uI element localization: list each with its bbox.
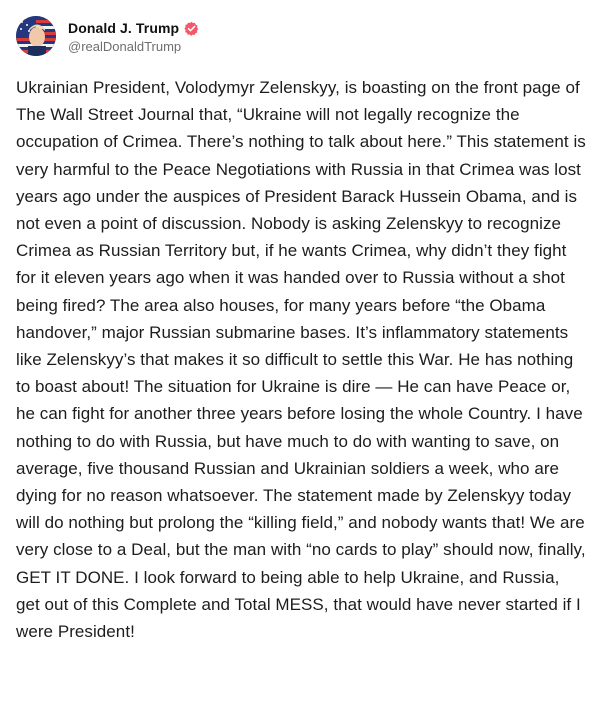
author-info [68,18,199,54]
author-handle[interactable]: @realDonaldTrump [68,39,182,54]
post-header [16,14,587,58]
post-body-text: Ukrainian President, Volodymyr Zelenskyy, is boasting on the front page of The Wall Street Journal that, “Ukraine will not legally recognize the occupation of Crimea. There’s nothing to talk about here.” This statement is very harmful to the Peace Negotiations with Russia in that Crimea was lost years ago under the auspices of President Barack Hussein Obama, and is not even a point of discussion. Nobody is asking Zelenskyy to recognize Crimea as Russian Territory but, if he wants Crimea, why didn’t they fight for it eleven years ago when it was handed over to Russia without a shot being fired? The area also houses, for many years before “the Obama handover,” major Russian submarine bases. It’s inflammatory statements like Zelenskyy’s that makes it so difficult to settle this War. He has nothing to boast about! The situation for Ukraine is dire — He can have Peace or, he can fight for another three years before losing the whole Country. I have nothing to do with Russia, but have much to do with wanting to save, on average, five thousand Russian and Ukrainian soldiers a week, who are dying for no reason whatsoever. The statement made by Zelenskyy today will do nothing but prolong the “killing field,” and nobody wants that! We are very close to a Deal, but the man with “no cards to play” should now, finally, GET IT DONE. I look forward to being able to help Ukraine, and Russia, get out of this Complete and Total MESS, that would have never started if I were President! [16,78,591,642]
author-name-row [68,18,199,38]
verified-badge-icon [184,21,199,36]
avatar-flag-image [16,16,56,56]
avatar[interactable] [16,16,56,56]
author-display-name[interactable]: Donald J. Trump [68,20,180,36]
